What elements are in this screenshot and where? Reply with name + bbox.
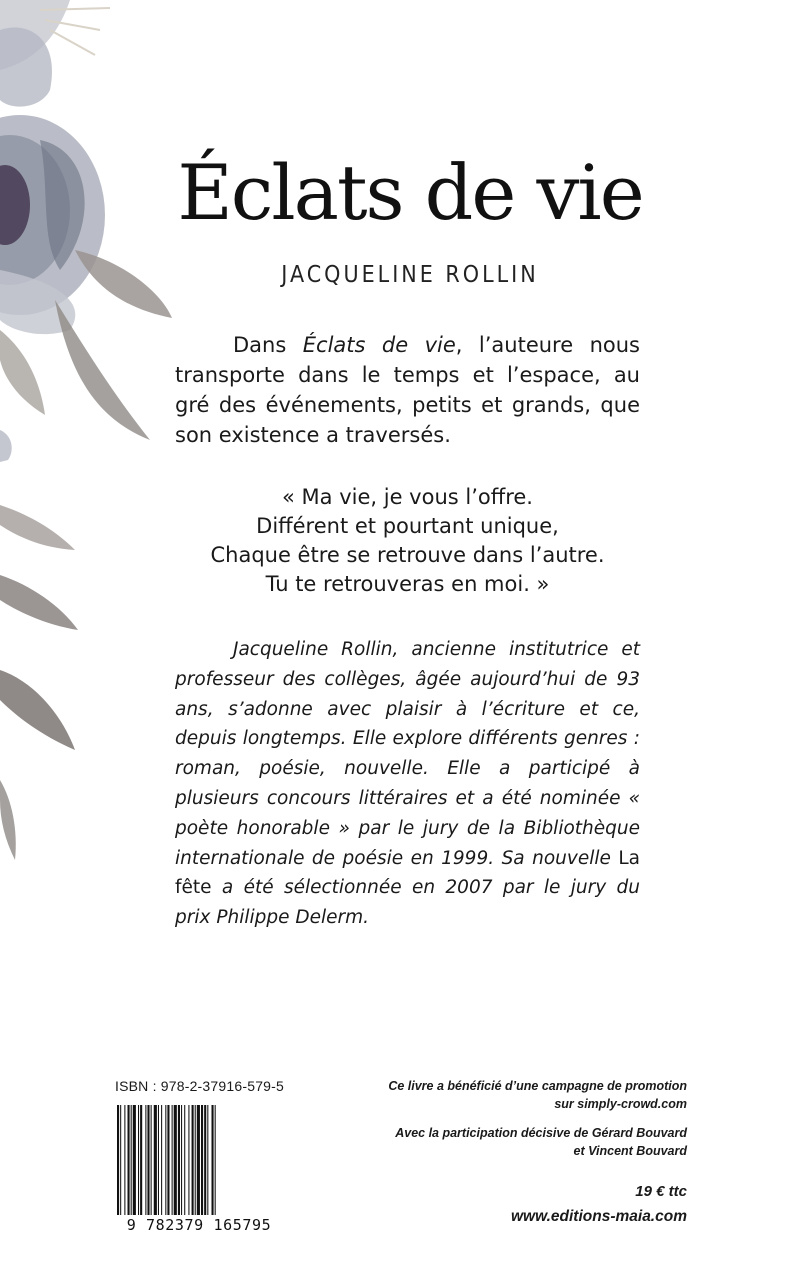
isbn-label: ISBN : 978-2-37916-579-5 [115, 1078, 285, 1094]
poem-line: Différent et pourtant unique, [256, 514, 559, 538]
thanks-line-2: et Vincent Bouvard [573, 1144, 687, 1158]
barcode-bar [215, 1105, 216, 1223]
leaf-6 [0, 670, 75, 750]
barcode-bar [188, 1105, 189, 1223]
poem-line: Tu te retrouveras en moi. » [265, 572, 550, 596]
floral-decoration [0, 0, 180, 900]
barcode-bar [138, 1105, 139, 1223]
bio-story-title: La fête [175, 847, 640, 899]
leaf-7 [0, 780, 16, 860]
barcode-bar [195, 1105, 196, 1223]
barcode-bar [197, 1105, 200, 1223]
poem-line: « Ma vie, je vous l’offre. [282, 485, 533, 509]
barcode-bar [151, 1105, 152, 1223]
barcode-bar [154, 1105, 157, 1223]
barcode-bar [212, 1105, 214, 1223]
barcode-bar [147, 1105, 149, 1223]
book-author: JACQUELINE ROLLIN [281, 262, 539, 288]
barcode-bar [174, 1105, 177, 1223]
barcode-digits: 9 782379 165795 [126, 1216, 272, 1234]
promo-line-2: sur simply-crowd.com [554, 1097, 687, 1111]
bio-part-2: a été sélectionnée en 2007 par le jury du prix Philippe Delerm. [175, 877, 640, 929]
barcode-bar [165, 1105, 166, 1223]
leaf-5 [0, 575, 78, 630]
barcode [115, 1105, 283, 1235]
barcode-bar [133, 1105, 136, 1223]
barcode-bar [184, 1105, 185, 1223]
barcode-bar [192, 1105, 194, 1223]
bud [0, 430, 12, 462]
poem-quote [175, 483, 640, 599]
thanks-credit [357, 1124, 687, 1160]
intro-paragraph [175, 330, 640, 450]
book-title: Éclats de vie [177, 148, 643, 237]
barcode-bar [167, 1105, 169, 1223]
promo-credit [357, 1077, 687, 1113]
barcode-bar [161, 1105, 162, 1223]
intro-prefix: Dans [233, 333, 303, 357]
barcode-bar [131, 1105, 132, 1223]
barcode-bar [172, 1105, 173, 1223]
author-bio [175, 635, 640, 933]
leaf-3 [0, 330, 45, 415]
barcode-bar [124, 1105, 125, 1223]
intro-title-italic: Éclats de vie [302, 333, 456, 357]
barcode-bar [207, 1105, 208, 1223]
barcode-bar [158, 1105, 159, 1223]
leaf-4 [0, 505, 75, 550]
barcode-bar [140, 1105, 142, 1223]
barcode-bar [120, 1105, 121, 1223]
intro-suffix: , l’auteure nous transporte dans le temps et l’espace, au gré des événements, petits et grands, que son existence a traversés. [175, 333, 641, 447]
barcode-bar [204, 1105, 206, 1223]
bio-part-1: Jacqueline Rollin, ancienne institutrice et professeur des collèges, âgée aujourd’hui de 93 ans, s’adonne avec plaisir à l’écriture et ce, depuis longtemps. Elle explore différents genres : roman, poésie, nouvelle. Elle a participé à plusieurs concours littéraires et a été nominée « poète honorable » par le jury de la Bibliothèque internationale de poésie en 1999. Sa nouvelle [175, 639, 640, 869]
poem-line: Chaque être se retrouve dans l’autre. [210, 543, 605, 567]
barcode-bars [117, 1105, 216, 1223]
barcode-bar [128, 1105, 130, 1223]
barcode-bar [201, 1105, 203, 1223]
barcode-bar [145, 1105, 146, 1223]
barcode-bar [117, 1105, 119, 1223]
publisher-website: www.editions-maia.com [511, 1208, 687, 1225]
price: 19 € ttc [635, 1183, 687, 1200]
thanks-line-1: Avec la participation décisive de Gérard Bouvard [395, 1126, 687, 1140]
barcode-bar [181, 1105, 182, 1223]
barcode-bar [178, 1105, 180, 1223]
promo-line-1: Ce livre a bénéficié d’une campagne de promotion [388, 1079, 687, 1093]
